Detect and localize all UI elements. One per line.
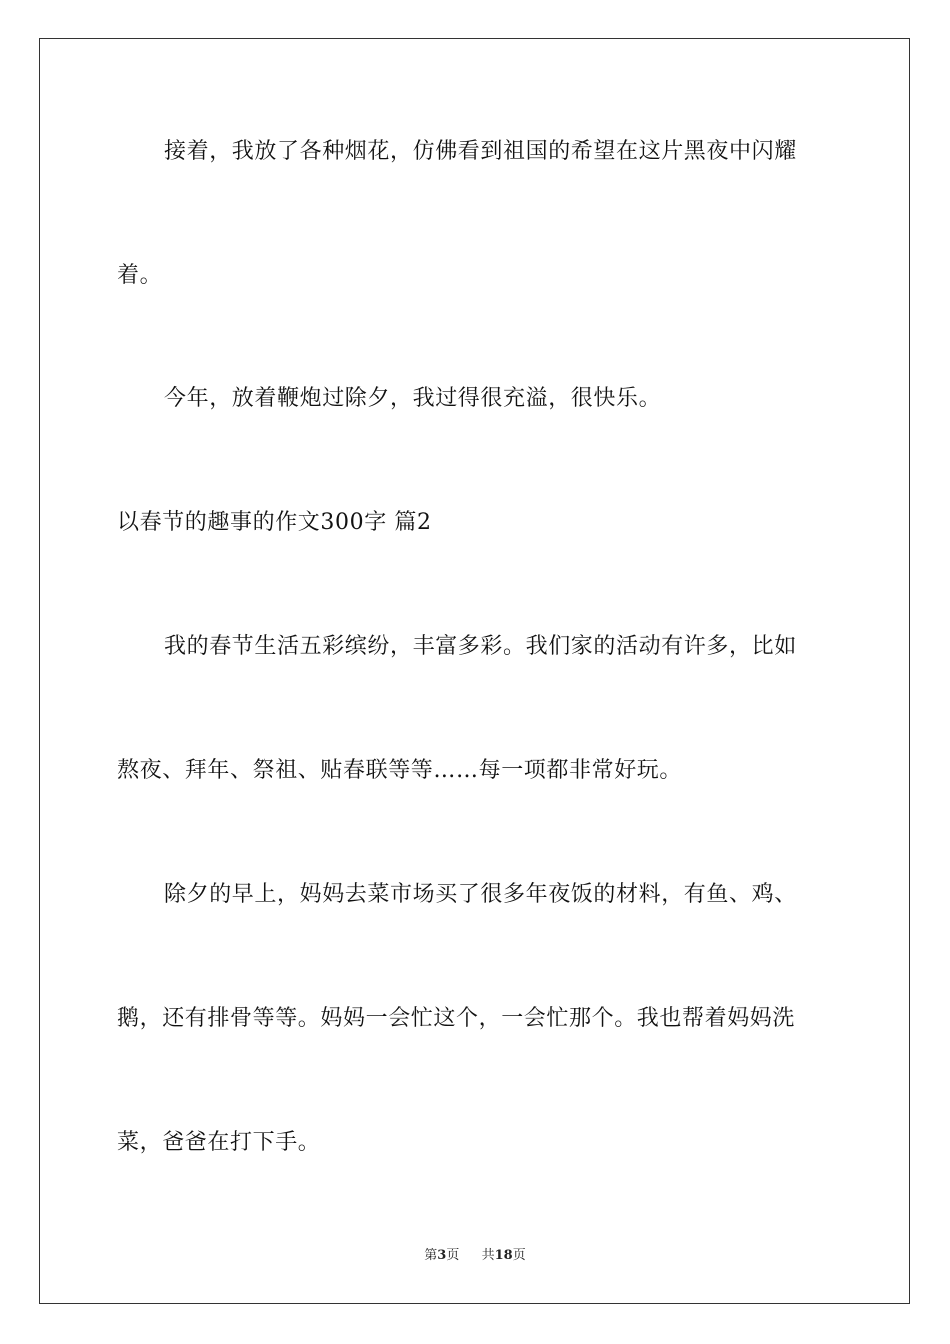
page-footer bbox=[0, 1247, 950, 1265]
footer-page-prefix: 第 bbox=[424, 1248, 438, 1263]
footer-page-suffix: 页 bbox=[446, 1248, 460, 1263]
page-border bbox=[39, 38, 910, 1304]
section-heading: 以春节的趣事的作文300字 篇2 bbox=[117, 510, 432, 535]
paragraph-line: 鹅，还有排骨等等。妈妈一会忙这个，一会忙那个。我也帮着妈妈洗 bbox=[117, 1006, 796, 1031]
paragraph-line: 熬夜、拜年、祭祖、贴春联等等……每一项都非常好玩。 bbox=[117, 758, 683, 783]
footer-page-number: 3 bbox=[437, 1248, 447, 1263]
paragraph-line: 今年，放着鞭炮过除夕，我过得很充溢，很快乐。 bbox=[164, 386, 662, 411]
paragraph-line: 着。 bbox=[117, 263, 163, 288]
footer-total-pages: 18 bbox=[494, 1248, 513, 1263]
paragraph-line: 除夕的早上，妈妈去菜市场买了很多年夜饭的材料，有鱼、鸡、 bbox=[164, 882, 797, 907]
footer-total-prefix: 共 bbox=[481, 1248, 495, 1263]
paragraph-line: 接着，我放了各种烟花，仿佛看到祖国的希望在这片黑夜中闪耀 bbox=[164, 139, 797, 164]
footer-total-suffix: 页 bbox=[512, 1248, 526, 1263]
paragraph-line: 菜，爸爸在打下手。 bbox=[117, 1130, 321, 1155]
paragraph-line: 我的春节生活五彩缤纷，丰富多彩。我们家的活动有许多，比如 bbox=[164, 634, 797, 659]
